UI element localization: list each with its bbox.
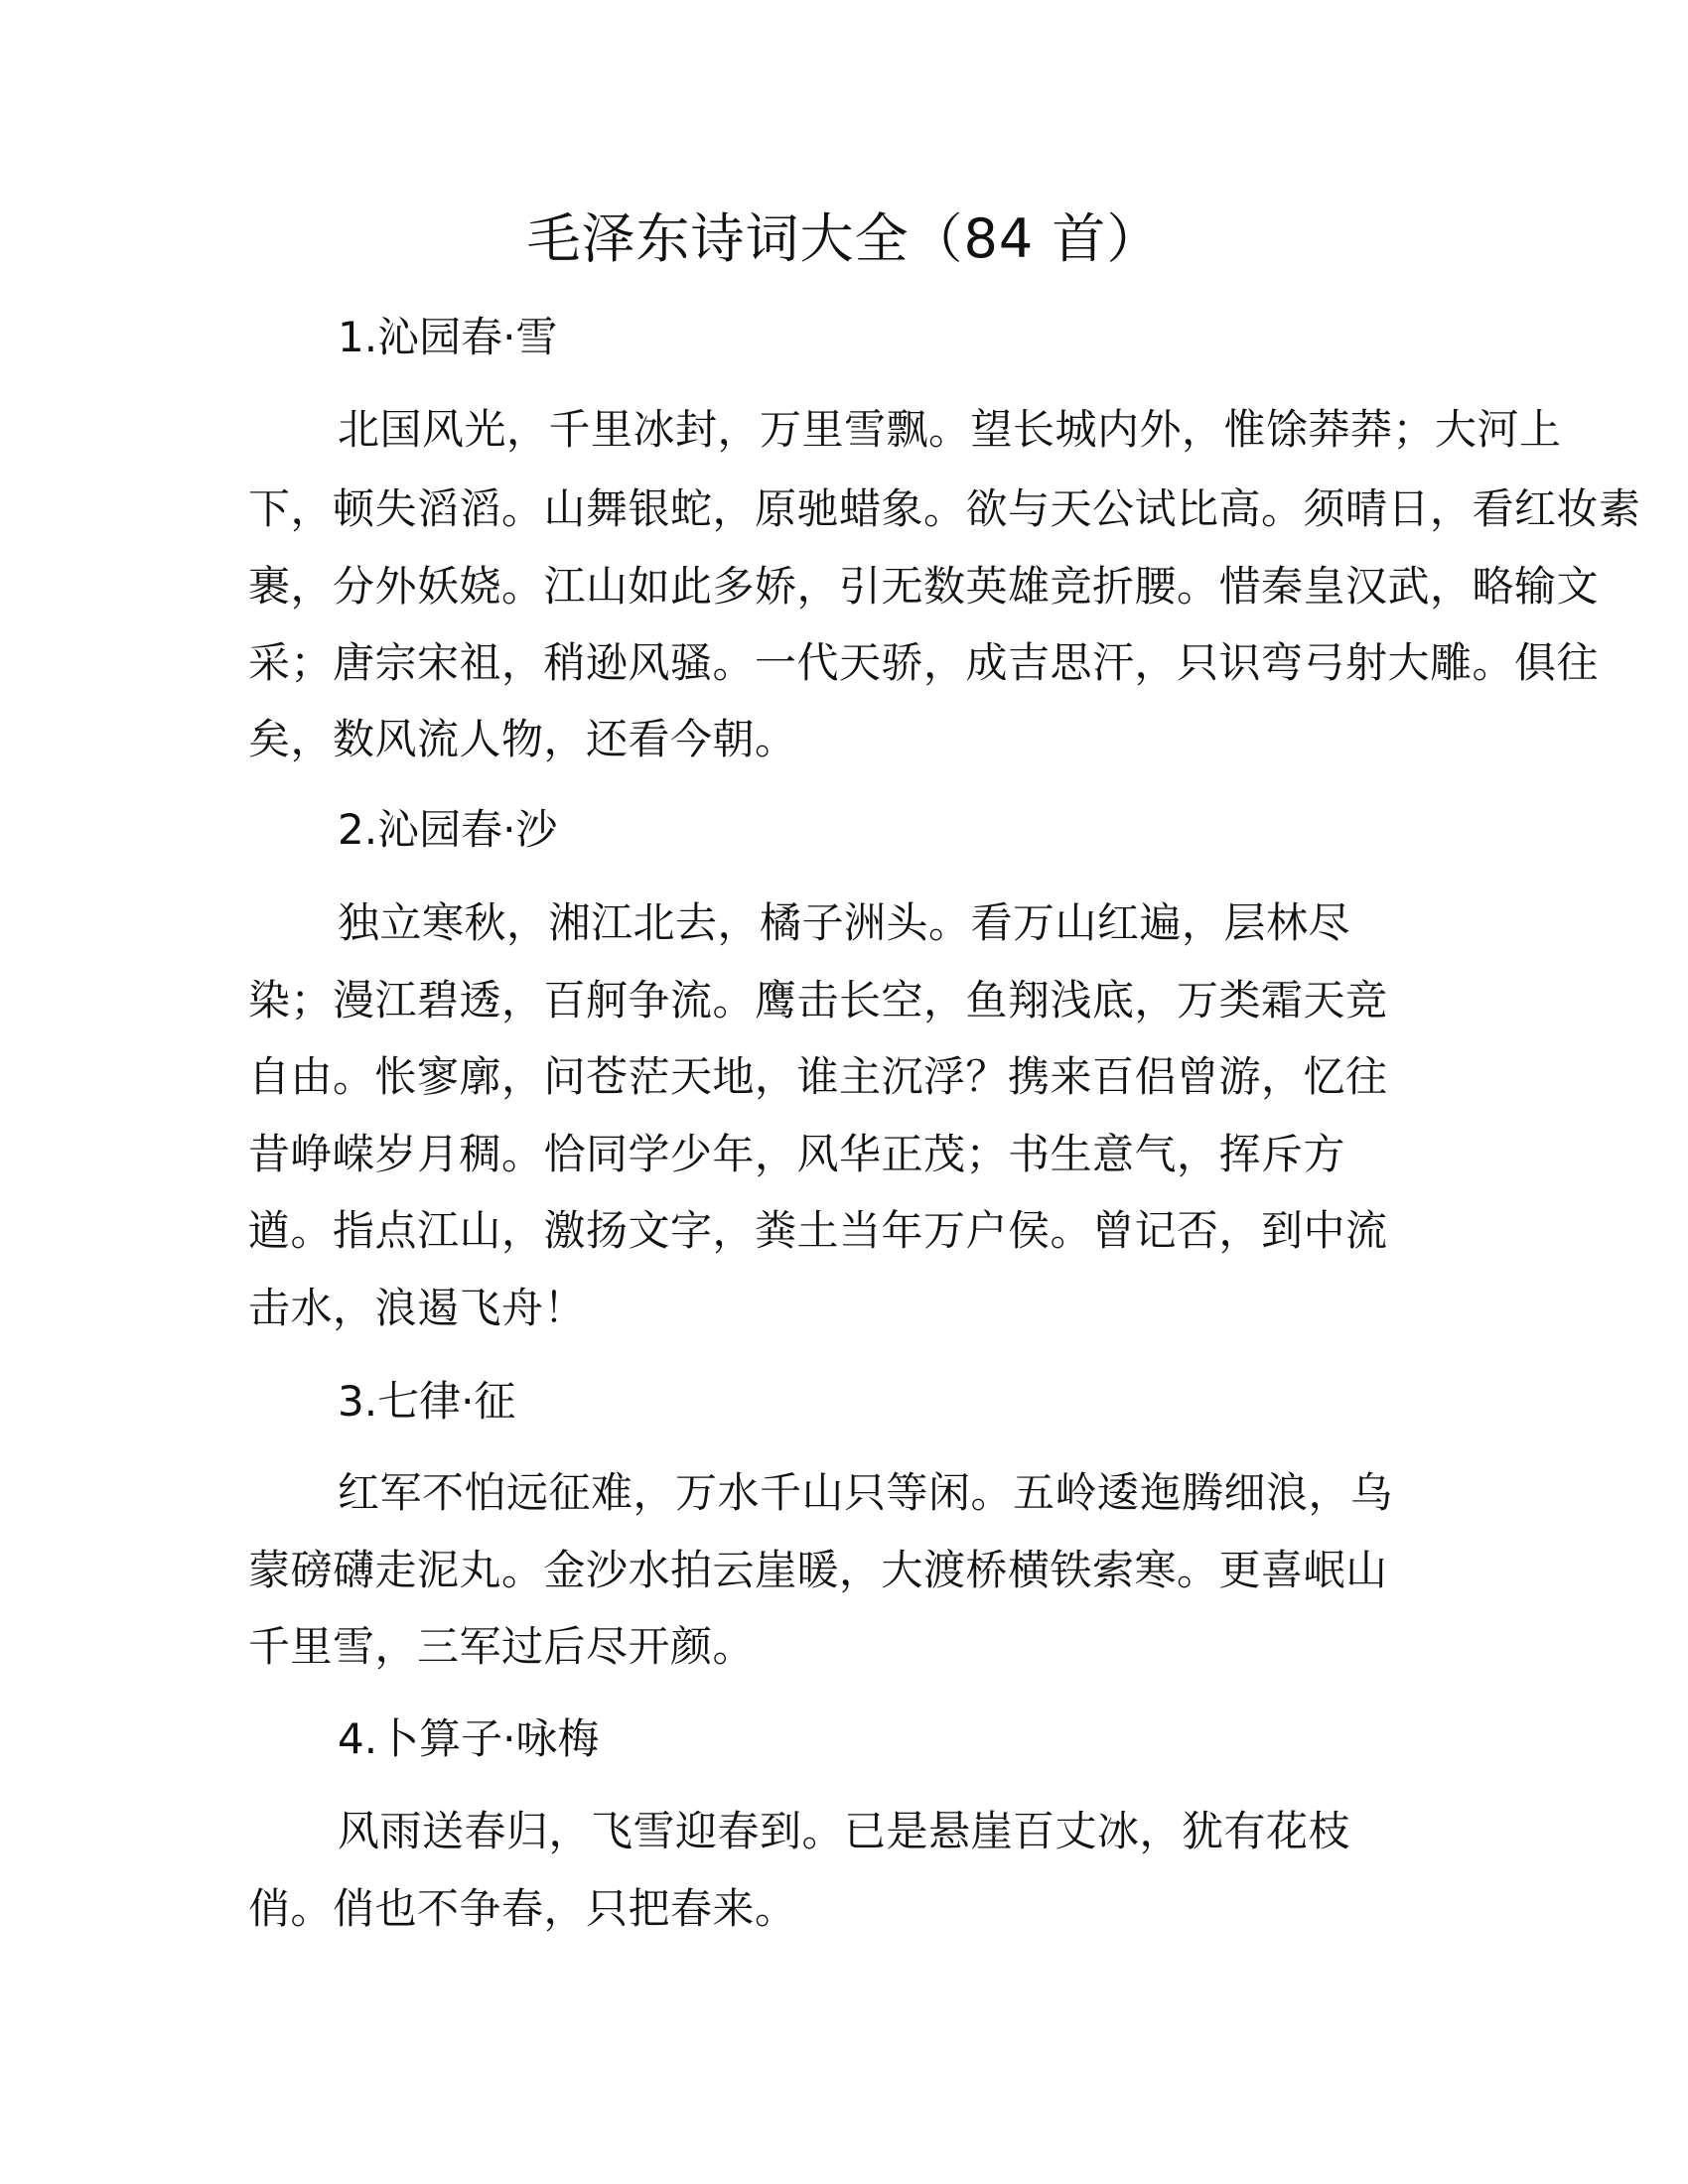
poem-heading: 4.卜算子·咏梅: [338, 1714, 600, 1763]
poem-heading: 3.七律·征: [338, 1377, 516, 1426]
poem-line: 染；漫江碧透，百舸争流。鹰击长空，鱼翔浅底，万类霜天竞: [248, 976, 1388, 1024]
poem-line: 北国风光，千里冰封，万里雪飘。望长城内外，惟馀莽莽；大河上: [338, 405, 1562, 454]
poem-line: 下，顿失滔滔。山舞银蛇，原驰蜡象。欲与天公试比高。须晴日，看红妆素: [248, 484, 1641, 533]
poem-line: 昔峥嵘岁月稠。恰同学少年，风华正茂；书生意气，挥斥方: [248, 1130, 1346, 1178]
poem-heading: 2.沁园春·沙: [338, 805, 558, 854]
poem-line: 自由。怅寥廓，问苍茫天地，谁主沉浮？携来百侣曾游，忆往: [248, 1052, 1388, 1101]
poem-line: 红军不怕远征难，万水千山只等闲。五岭逶迤腾细浪，乌: [338, 1468, 1393, 1517]
poem-line: 风雨送春归，飞雪迎春到。已是悬崖百丈冰，犹有花枝: [338, 1807, 1351, 1855]
poem-line: 采；唐宗宋祖，稍逊风骚。一代天骄，成吉思汗，只识弯弓射大雕。俱往: [248, 638, 1600, 687]
poem-line: 遒。指点江山，激扬文字，粪土当年万户侯。曾记否，到中流: [248, 1206, 1388, 1255]
poem-line: 独立寒秋，湘江北去，橘子洲头。看万山红遍，层林尽: [338, 898, 1351, 947]
poem-heading: 1.沁园春·雪: [338, 313, 558, 361]
poem-line: 俏。俏也不争春，只把春来。: [248, 1884, 797, 1933]
poem-line: 千里雪，三军过后尽开颜。: [248, 1622, 756, 1671]
poem-line: 蒙磅礴走泥丸。金沙水拍云崖暖，大渡桥横铁索寒。更喜岷山: [248, 1546, 1388, 1594]
poem-line: 矣，数风流人物，还看今朝。: [248, 715, 797, 763]
document-title: 毛泽东诗词大全（84 首）: [526, 207, 1162, 270]
poem-line: 裹，分外妖娆。江山如此多娇，引无数英雄竞折腰。惜秦皇汉武，略输文: [248, 562, 1600, 611]
poem-line: 击水，浪遏飞舟！: [248, 1284, 587, 1332]
